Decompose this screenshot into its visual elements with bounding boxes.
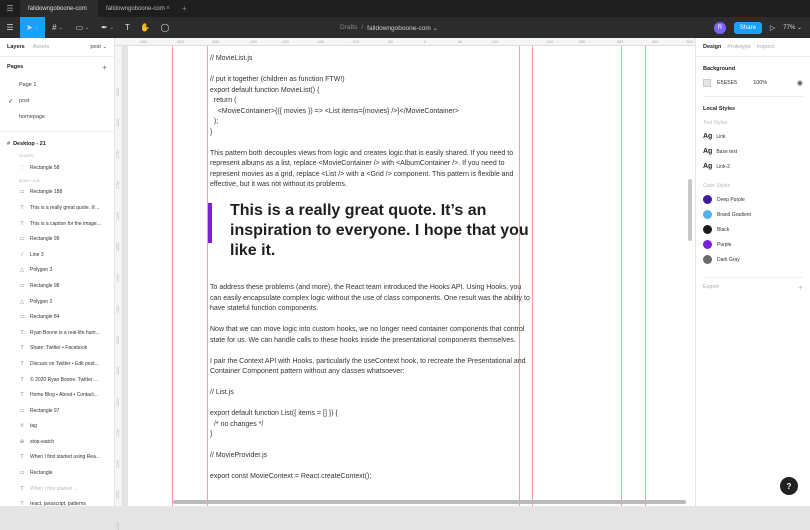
comment-tool-icon[interactable]: ◯ bbox=[160, 23, 170, 32]
divider bbox=[0, 131, 114, 132]
file-tab-label: falldowngoboone-com bbox=[28, 5, 87, 12]
layout-guide bbox=[645, 46, 646, 506]
page-label: homepage bbox=[19, 114, 45, 120]
text-style-label: Link-2 bbox=[716, 163, 730, 170]
layer-label: Polygon 2 bbox=[30, 298, 53, 305]
layer-type-icon: ⊕ bbox=[19, 438, 25, 445]
page-selector[interactable]: post ⌄ bbox=[90, 44, 107, 50]
layout-guide bbox=[532, 46, 533, 506]
layer-type-icon: # bbox=[20, 423, 24, 430]
layer-type-icon: ▭ bbox=[19, 282, 25, 289]
breadcrumb-drafts[interactable]: Drafts bbox=[340, 24, 358, 31]
body-paragraph[interactable]: This pattern both decouples views from logic and creates logic that is easily shared. If you need to represent albums as a list, replace <MovieContainer /> with <AlbumContainer />. If you need to represent movies as a grid, replace <List /> with a <Grid /> component. This pattern is flexible and effective, but it was not without its problems. bbox=[210, 149, 514, 188]
color-style-item[interactable] bbox=[703, 207, 803, 222]
right-panel-tabs bbox=[696, 38, 810, 57]
add-tab-icon[interactable]: + bbox=[182, 4, 187, 13]
code-comment[interactable]: // MovieProvider.js bbox=[210, 452, 268, 459]
pages-header bbox=[0, 57, 114, 77]
tab-assets[interactable]: Assets bbox=[32, 44, 50, 50]
body-paragraph[interactable]: Now that we can move logic into custom hooks, we no longer need container components that control state for us. We can handle calls to these hooks inside the presentational components themselves. bbox=[210, 326, 525, 344]
color-style-swatch bbox=[703, 210, 712, 219]
layer-label: When I first started ... bbox=[30, 485, 78, 492]
layer-item[interactable] bbox=[0, 481, 114, 497]
layer-list bbox=[0, 185, 114, 512]
ruler-tick-label: 0 bbox=[423, 39, 427, 44]
pages-title: Pages bbox=[7, 64, 24, 70]
background-opacity[interactable]: 100% bbox=[753, 79, 768, 86]
text-style-icon: Ag bbox=[703, 163, 713, 170]
background-fill-row[interactable] bbox=[703, 75, 803, 90]
layer-type-icon: T bbox=[20, 329, 24, 336]
text-style-label: Base text bbox=[716, 148, 738, 155]
text-style-item[interactable] bbox=[703, 129, 803, 144]
ruler-tick-label: 100 bbox=[491, 39, 499, 44]
code-block[interactable]: // put it together (children as function FTW!) export default function MovieList() { return ( <MovieContainer>{({ movies }) => <List items={movies} />}</MovieContainer> ); } bbox=[210, 76, 459, 136]
canvas[interactable] bbox=[115, 38, 695, 530]
layer-label: stop-watch bbox=[30, 438, 55, 445]
layer-type-icon: ▭ bbox=[19, 407, 25, 414]
layer-label: This is a really great quote. It'... bbox=[30, 204, 100, 211]
share-button[interactable]: Share bbox=[734, 22, 762, 34]
layer-item[interactable] bbox=[0, 160, 114, 176]
hand-tool-icon[interactable]: ✋ bbox=[140, 23, 150, 32]
ruler-tick-label: -350 bbox=[175, 39, 185, 44]
layer-label: Ryan Boone is a real-life hum... bbox=[30, 329, 100, 336]
layer-item[interactable] bbox=[0, 247, 114, 263]
layer-label: tag bbox=[30, 423, 37, 430]
layers-panel bbox=[0, 38, 115, 506]
page-label: Page 1 bbox=[19, 82, 37, 88]
color-swatch[interactable] bbox=[703, 79, 711, 87]
layer-item[interactable] bbox=[0, 216, 114, 232]
hamburger-icon[interactable]: ☰ bbox=[6, 4, 14, 13]
tab-layers[interactable]: Layers bbox=[7, 44, 25, 50]
layer-item[interactable] bbox=[0, 200, 114, 216]
ruler-tick-label: -50 bbox=[387, 39, 393, 44]
ruler-tick-label: 1900 bbox=[116, 274, 120, 282]
frame-label: Desktop - 21 bbox=[13, 140, 46, 147]
page-label: post bbox=[19, 98, 30, 104]
layer-type-icon: ▭ bbox=[19, 236, 25, 243]
ruler-tick-label: -450 bbox=[138, 39, 148, 44]
article-body bbox=[210, 54, 530, 493]
move-tool-icon[interactable]: ➤ ⌄ bbox=[20, 17, 45, 38]
layer-label: Rectangle 98 bbox=[30, 282, 60, 289]
color-style-item[interactable] bbox=[703, 222, 803, 237]
check-icon: ✓ bbox=[8, 98, 14, 105]
layer-item[interactable] bbox=[0, 419, 114, 435]
ruler-tick-label: 1800 bbox=[116, 212, 120, 220]
ruler-tick-label: -200 bbox=[280, 39, 290, 44]
left-panel-tabs bbox=[0, 38, 114, 57]
ruler-tick-label: 2150 bbox=[116, 429, 120, 437]
layout-guide bbox=[207, 46, 208, 506]
color-styles-title: Color Styles bbox=[703, 183, 730, 189]
layer-label: Rectangle 84 bbox=[30, 314, 60, 321]
layer-item[interactable] bbox=[0, 434, 114, 450]
artboard[interactable] bbox=[128, 46, 695, 506]
layer-item[interactable] bbox=[0, 356, 114, 372]
layer-item[interactable] bbox=[0, 465, 114, 481]
layer-label: Rectangle 97 bbox=[30, 407, 60, 414]
color-style-label: Deep Purple bbox=[717, 196, 745, 203]
layer-item[interactable] bbox=[0, 309, 114, 325]
properties-panel bbox=[695, 38, 810, 506]
quote-bar bbox=[208, 203, 212, 243]
close-icon[interactable]: × bbox=[165, 5, 170, 12]
layer-label: Home Blog • About • Contact... bbox=[30, 392, 98, 399]
main-menu-icon[interactable]: ☰ bbox=[6, 23, 14, 32]
layer-item[interactable] bbox=[0, 294, 114, 310]
background-hex[interactable]: E5E5E5 bbox=[717, 79, 738, 86]
layer-label: When I first started using Rea... bbox=[30, 454, 101, 461]
color-style-item[interactable] bbox=[703, 252, 803, 267]
layer-type-icon: △ bbox=[19, 298, 25, 305]
ruler-tick-label: 1850 bbox=[116, 243, 120, 251]
text-styles-title: Text Styles bbox=[703, 120, 728, 126]
text-style-icon: Ag bbox=[703, 148, 713, 155]
layer-label: Polygon 3 bbox=[30, 267, 53, 274]
layer-type-icon: △ bbox=[19, 267, 25, 274]
layer-item[interactable] bbox=[0, 231, 114, 247]
layer-item[interactable] bbox=[0, 325, 114, 341]
file-tab-label: falldowngoboone-com bbox=[106, 5, 165, 12]
tab-design[interactable]: Design bbox=[703, 44, 722, 50]
ruler-tick-label: -250 bbox=[248, 39, 258, 44]
layer-item[interactable] bbox=[0, 403, 114, 419]
layer-type-icon: ▭ bbox=[19, 314, 25, 321]
color-style-label: Brand Gradient bbox=[717, 211, 751, 218]
group-label: SHAPE bbox=[19, 153, 35, 158]
code-block[interactable]: export const MovieContext = React.createContext(); bbox=[210, 473, 372, 480]
layer-label: © 2020 Ryan Boone. Twitter ... bbox=[30, 376, 99, 383]
layer-label: Line 3 bbox=[30, 251, 44, 258]
ruler-tick-label: -100 bbox=[350, 39, 360, 44]
export-section[interactable] bbox=[696, 278, 810, 296]
ruler-tick-label: -300 bbox=[210, 39, 220, 44]
file-tab-active[interactable] bbox=[20, 0, 98, 17]
frame-layer[interactable] bbox=[0, 136, 114, 151]
local-styles-title: Local Styles bbox=[703, 106, 736, 112]
color-style-list bbox=[703, 192, 803, 267]
layer-item[interactable] bbox=[0, 341, 114, 357]
layer-item[interactable] bbox=[0, 496, 114, 512]
ruler-tick-label: 200 bbox=[546, 39, 554, 44]
file-name[interactable]: falldowngoboone-com ⌄ bbox=[367, 24, 439, 32]
layer-item[interactable] bbox=[0, 372, 114, 388]
color-style-swatch bbox=[703, 195, 712, 204]
code-block[interactable]: export default function List({ items = [] }) { /* no changes */ } bbox=[210, 410, 338, 438]
layer-type-icon: ▭ bbox=[19, 189, 25, 196]
layer-label: react, javascript, patterns bbox=[30, 501, 86, 508]
layer-label: Rectangle 99 bbox=[30, 236, 60, 243]
zoom-dropdown[interactable]: 77% ⌄ bbox=[783, 25, 802, 31]
ruler-tick-label: 2050 bbox=[116, 367, 120, 375]
pull-quote[interactable] bbox=[208, 201, 530, 261]
color-style-swatch bbox=[703, 240, 712, 249]
horizontal-scrollbar[interactable] bbox=[173, 500, 686, 504]
shape-tool-icon[interactable]: ▭ ⌄ bbox=[75, 23, 90, 32]
layer-type-icon: T bbox=[20, 360, 24, 367]
code-comment[interactable]: // MovieList.js bbox=[210, 55, 253, 62]
ruler-horizontal bbox=[115, 38, 695, 46]
layer-label: This is a caption for the image... bbox=[30, 220, 101, 227]
color-style-label: Black bbox=[717, 226, 730, 233]
layout-guide bbox=[172, 46, 173, 506]
help-button[interactable]: ? bbox=[780, 477, 798, 495]
layer-type-icon: T bbox=[20, 485, 24, 492]
ruler-tick-label: 50 bbox=[457, 39, 463, 44]
file-tab[interactable] bbox=[98, 0, 178, 17]
ruler-vertical bbox=[115, 46, 123, 530]
color-style-label: Purple bbox=[717, 241, 732, 248]
local-styles-section bbox=[696, 97, 810, 278]
text-style-icon: Ag bbox=[703, 133, 713, 140]
breadcrumb-separator: / bbox=[361, 24, 364, 31]
layer-label: Rectangle 188 bbox=[30, 189, 63, 196]
layer-type-icon: T bbox=[20, 345, 24, 352]
frame-icon: # bbox=[7, 140, 11, 147]
layer-type-icon: T bbox=[20, 454, 24, 461]
page-item-homepage[interactable] bbox=[0, 109, 114, 125]
layer-type-icon: T bbox=[20, 220, 24, 227]
color-style-label: Dark Gray bbox=[717, 256, 740, 263]
color-style-swatch bbox=[703, 255, 712, 264]
add-page-icon[interactable]: + bbox=[102, 62, 107, 72]
text-style-label: Link bbox=[716, 133, 726, 140]
toolbar bbox=[0, 17, 810, 38]
tab-prototype[interactable]: Prototype bbox=[727, 44, 751, 50]
background-title: Background bbox=[703, 66, 736, 72]
ruler-tick-label: 1700 bbox=[116, 150, 120, 158]
page-item-post[interactable] bbox=[0, 93, 114, 109]
layer-label: Rectangle bbox=[30, 470, 53, 477]
ruler-tick-label: 500 bbox=[686, 39, 694, 44]
ruler-tick-label: 1750 bbox=[116, 181, 120, 189]
ruler-tick-label: 1950 bbox=[116, 305, 120, 313]
layer-label: Discuss on Twitter • Edit post... bbox=[30, 360, 99, 367]
layer-type-icon: T bbox=[20, 392, 24, 399]
layer-item[interactable] bbox=[0, 263, 114, 279]
layer-type-icon: ▭ bbox=[19, 470, 25, 477]
layer-type-icon: / bbox=[21, 251, 23, 258]
ruler-tick-label: 1650 bbox=[116, 119, 120, 127]
layer-type-icon: T bbox=[20, 204, 24, 211]
avatar[interactable]: R bbox=[714, 22, 726, 34]
layer-type-icon: T bbox=[20, 501, 24, 508]
quote-text: This is a really great quote. It’s an inspiration to everyone. I hope that you like it. bbox=[230, 202, 529, 259]
layer-label: Share: Twitter • Facebook bbox=[30, 345, 88, 352]
vertical-scrollbar[interactable] bbox=[688, 179, 692, 241]
ruler-tick-label: 250 bbox=[578, 39, 586, 44]
color-style-item[interactable] bbox=[703, 192, 803, 207]
ruler-tick-label: 1600 bbox=[116, 88, 120, 96]
text-style-item[interactable] bbox=[703, 159, 803, 174]
layer-label: Rectangle 58 bbox=[30, 164, 60, 171]
tab-inspect[interactable]: Inspect bbox=[756, 44, 775, 50]
body-paragraph[interactable]: I pair the Context API with Hooks, particularly the useContext hook, to recreate the Presentational and Container Component pattern without any classes whatsoever: bbox=[210, 357, 526, 375]
page-item-page-1[interactable] bbox=[0, 77, 114, 93]
export-label: Export bbox=[703, 284, 719, 290]
text-style-item[interactable] bbox=[703, 144, 803, 159]
add-export-icon[interactable]: + bbox=[798, 282, 803, 292]
eye-icon[interactable]: ◉ bbox=[796, 79, 803, 87]
group-label: BODY LIS bbox=[19, 177, 40, 183]
layer-item[interactable] bbox=[0, 387, 114, 403]
ruler-tick-label: 2250 bbox=[116, 491, 120, 499]
body-paragraph[interactable]: To address these problems (and more), the React team introduced the Hooks API. Using Hooks, you can easily encapsulate complex logic without the use of class components. One result was the ability to have stateful function components. bbox=[210, 284, 530, 312]
ruler-tick-label: 400 bbox=[651, 39, 659, 44]
ruler-tick-label: 2200 bbox=[116, 460, 120, 468]
ruler-tick-label: 2100 bbox=[116, 398, 120, 406]
color-style-item[interactable] bbox=[703, 237, 803, 252]
frame-tool-icon[interactable]: # ⌄ bbox=[52, 23, 63, 32]
color-style-swatch bbox=[703, 225, 712, 234]
layout-guide bbox=[621, 46, 622, 506]
background-section bbox=[696, 57, 810, 97]
layer-type-icon: T bbox=[20, 376, 24, 383]
text-tool-icon[interactable]: T bbox=[125, 23, 130, 32]
layer-item[interactable] bbox=[0, 278, 114, 294]
ruler-tick-label: 300 bbox=[616, 39, 624, 44]
layer-type-icon: ⋮ bbox=[19, 164, 25, 171]
ruler-tick-label: -150 bbox=[315, 39, 325, 44]
title-bar bbox=[0, 0, 810, 17]
breadcrumb bbox=[340, 17, 438, 38]
layer-item[interactable] bbox=[0, 185, 114, 201]
ruler-tick-label: 2300 bbox=[116, 522, 120, 530]
code-comment[interactable]: // List.js bbox=[210, 389, 234, 396]
toolbar-right bbox=[714, 17, 810, 38]
present-icon[interactable]: ▷ bbox=[769, 24, 776, 32]
ruler-tick-label: 2000 bbox=[116, 336, 120, 344]
pen-tool-icon[interactable]: ✒ ⌄ bbox=[101, 23, 114, 32]
layer-item[interactable] bbox=[0, 450, 114, 466]
